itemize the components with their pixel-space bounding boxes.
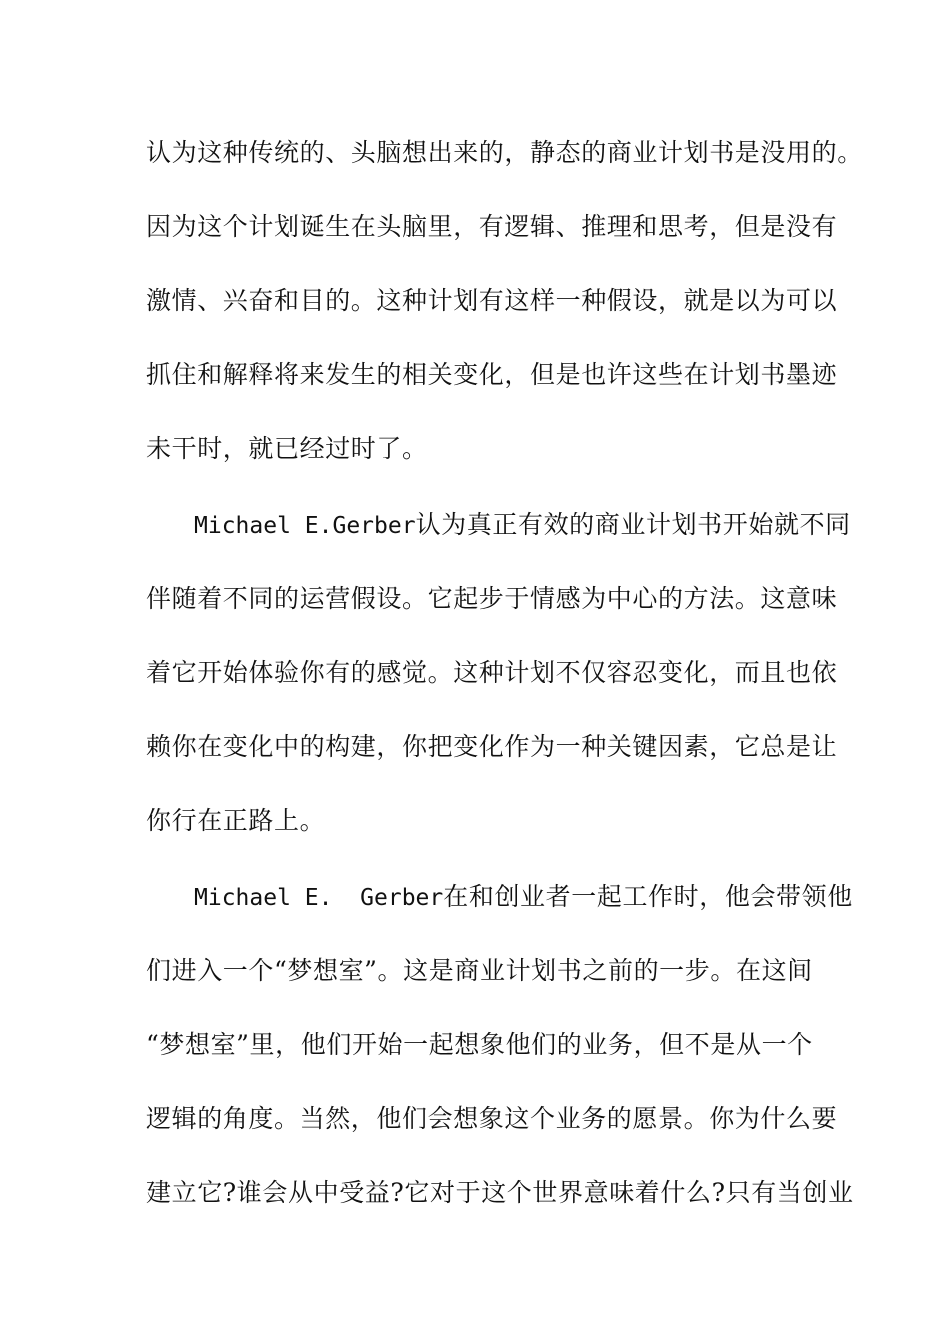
author-name: Michael E. Gerber xyxy=(194,885,444,911)
paragraph-2-line-1-text: 认为真正有效的商业计划书开始就不同 xyxy=(415,510,851,539)
paragraph-2-line-4: 赖你在变化中的构建，你把变化作为一种关键因素，它总是让 xyxy=(146,732,838,761)
paragraph-3-line-1-text: 在和创业者一起工作时，他会带领他 xyxy=(443,882,853,911)
author-name: Michael E.Gerber xyxy=(194,513,416,539)
paragraph-3-line-2: 们进入一个“梦想室”。这是商业计划书之前的一步。在这间 xyxy=(146,956,813,985)
paragraph-3-line-5: 建立它?谁会从中受益?它对于这个世界意味着什么?只有当创业 xyxy=(146,1178,854,1207)
paragraph-3-line-4: 逻辑的角度。当然，他们会想象这个业务的愿景。你为什么要 xyxy=(146,1104,838,1133)
paragraph-1-line-2: 因为这个计划诞生在头脑里，有逻辑、推理和思考，但是没有 xyxy=(146,212,838,241)
paragraph-1-line-1: 认为这种传统的、头脑想出来的，静态的商业计划书是没用的。 xyxy=(146,138,863,167)
paragraph-3-line-3: “梦想室”里，他们开始一起想象他们的业务，但不是从一个 xyxy=(146,1030,813,1059)
paragraph-3-line-1 xyxy=(194,881,853,914)
paragraph-1-line-3: 激情、兴奋和目的。这种计划有这样一种假设，就是以为可以 xyxy=(146,286,838,315)
paragraph-2-line-3: 着它开始体验你有的感觉。这种计划不仅容忍变化，而且也依 xyxy=(146,658,838,687)
paragraph-1-line-5: 未干时，就已经过时了。 xyxy=(146,434,428,463)
paragraph-2-line-5: 你行在正路上。 xyxy=(146,806,326,835)
paragraph-2-line-2: 伴随着不同的运营假设。它起步于情感为中心的方法。这意味 xyxy=(146,584,838,613)
paragraph-2-line-1 xyxy=(194,509,851,542)
paragraph-1-line-4: 抓住和解释将来发生的相关变化，但是也许这些在计划书墨迹 xyxy=(146,360,838,389)
